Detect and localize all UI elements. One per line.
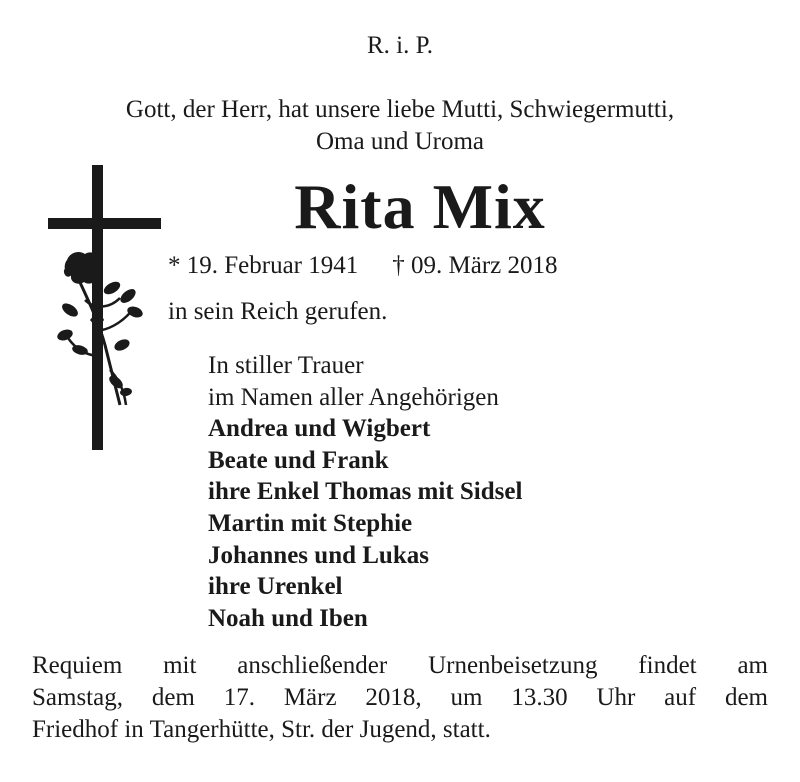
mourner-name: Noah und Iben — [208, 604, 368, 632]
mourning-line: im Namen aller Angehörigen — [208, 383, 499, 411]
mourning-line: In stiller Trauer — [208, 352, 364, 379]
mourners-list — [208, 350, 522, 634]
service-line: Requiem mit anschließender Urnenbeisetzung findet am — [32, 652, 768, 679]
deceased-name: Rita Mix — [294, 171, 546, 242]
rip-heading: R. i. P. — [366, 32, 433, 59]
service-line: Samstag, dem 17. März 2018, um 13.30 Uhr auf dem — [32, 684, 768, 711]
birth-date: * 19. Februar 1941 — [168, 252, 359, 279]
death-date: † 09. März 2018 — [392, 252, 558, 279]
cross-with-rose-icon — [40, 160, 170, 460]
mourner-name: Beate und Frank — [208, 446, 389, 474]
mourner-name: ihre Enkel Thomas mit Sidsel — [208, 478, 523, 506]
service-announcement — [32, 650, 768, 746]
life-dates — [168, 250, 558, 282]
mourner-name: ihre Urenkel — [208, 573, 343, 601]
mourner-name: Johannes und Lukas — [208, 541, 429, 569]
mourner-name: Martin mit Stephie — [208, 509, 413, 537]
mourner-name: Andrea und Wigbert — [208, 415, 431, 443]
intro-text — [0, 94, 800, 158]
called-text: in sein Reich gerufen. — [168, 298, 388, 325]
intro-line-1: Gott, der Herr, hat unsere liebe Mutti, Schwiegermutti, — [125, 96, 675, 123]
service-line: Friedhof in Tangerhütte, Str. der Jugend, statt. — [32, 716, 491, 743]
intro-line-2: Oma und Uroma — [315, 128, 485, 155]
